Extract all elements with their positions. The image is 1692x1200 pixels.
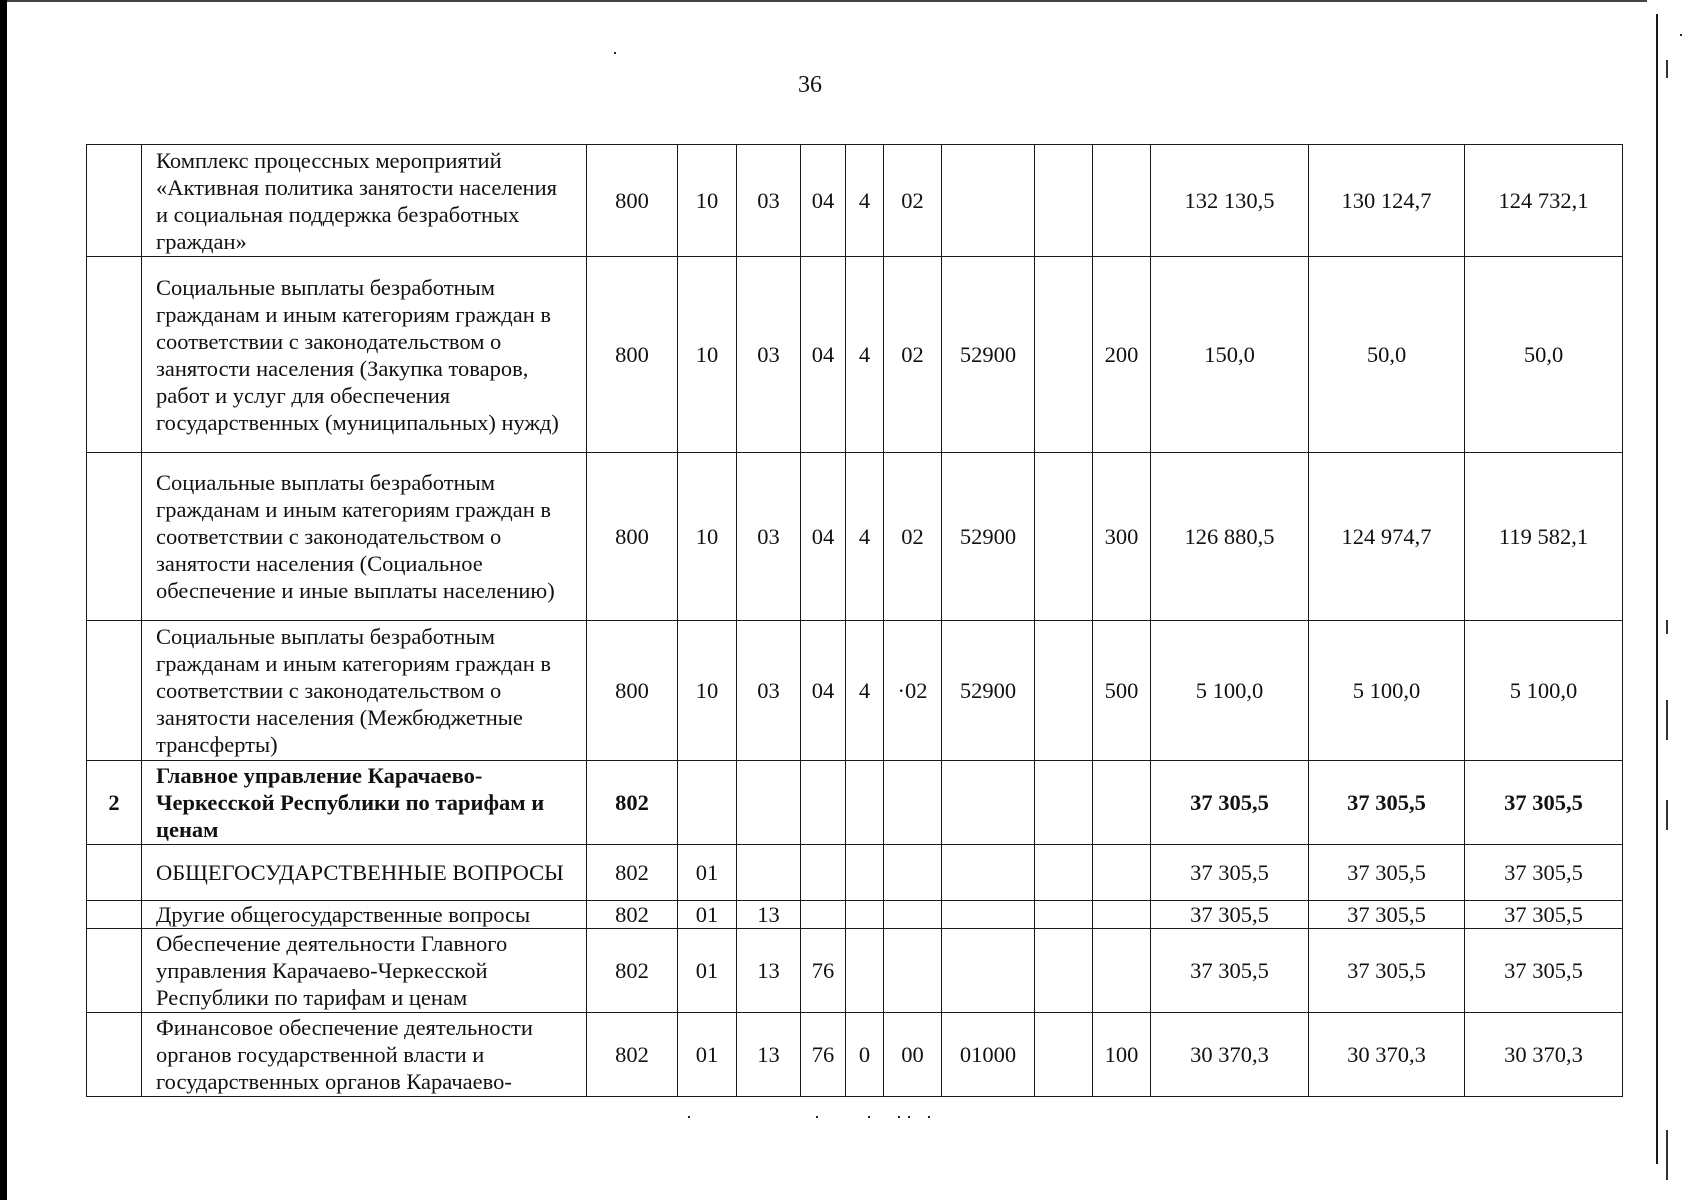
- event-cell: 02: [884, 145, 942, 257]
- item-name-cell: Социальные выплаты безработным гражданам и иным категориям граждан в соответствии с законодательством о занятости населения (Межбюджетные трансферты): [142, 621, 587, 761]
- scan-bottom-dots: [0, 1116, 1692, 1120]
- row-number-cell: [87, 621, 142, 761]
- expense-type-cell: [1093, 929, 1151, 1013]
- row-number-cell: [87, 929, 142, 1013]
- item-name-cell: Социальные выплаты безработным гражданам и иным категориям граждан в соответствии с законодательством о занятости населения (Закупка товаров, работ и услуг для обеспечения государственных (муниципальных) нужд): [142, 257, 587, 453]
- subsection-cell: 03: [737, 621, 801, 761]
- code-cell: 800: [587, 453, 678, 621]
- row-number-cell: [87, 1013, 142, 1097]
- item-name-cell: Финансовое обеспечение деятельности органов государственной власти и государственных органов Карачаево-: [142, 1013, 587, 1097]
- expense-type-cell: 300: [1093, 453, 1151, 621]
- scan-speck: [816, 1116, 818, 1118]
- direction-cell: 52900: [942, 453, 1035, 621]
- section-cell: 01: [678, 929, 737, 1013]
- subsection-cell: 13: [737, 1013, 801, 1097]
- scan-speck: [1680, 34, 1682, 36]
- direction-cell: [942, 145, 1035, 257]
- amount-year1-cell: 37 305,5: [1151, 845, 1309, 901]
- section-cell: 10: [678, 621, 737, 761]
- extra-code-cell: [1035, 621, 1093, 761]
- program-cell: 04: [801, 453, 846, 621]
- amount-year2-cell: 30 370,3: [1309, 1013, 1465, 1097]
- item-name-cell: Главное управление Карачаево-Черкесской Республики по тарифам и ценам: [142, 761, 587, 845]
- table-row: [87, 1013, 1623, 1097]
- scan-speck: [614, 52, 616, 54]
- scan-top-edge: [7, 0, 1647, 2]
- subsection-cell: [737, 761, 801, 845]
- program-cell: 04: [801, 257, 846, 453]
- amount-year1-cell: 37 305,5: [1151, 901, 1309, 929]
- subprogram-cell: 4: [846, 145, 884, 257]
- amount-year2-cell: 37 305,5: [1309, 929, 1465, 1013]
- expense-type-cell: [1093, 901, 1151, 929]
- scan-speck: [898, 1116, 900, 1118]
- section-cell: 01: [678, 845, 737, 901]
- subprogram-cell: 0: [846, 1013, 884, 1097]
- amount-year2-cell: 37 305,5: [1309, 845, 1465, 901]
- table-row: [87, 257, 1623, 453]
- page-number: 36: [798, 72, 822, 98]
- extra-code-cell: [1035, 257, 1093, 453]
- row-number-cell: [87, 901, 142, 929]
- amount-year2-cell: 5 100,0: [1309, 621, 1465, 761]
- scan-right-dash: [1666, 1130, 1668, 1180]
- budget-table-body: [87, 145, 1623, 1097]
- extra-code-cell: [1035, 145, 1093, 257]
- row-number-cell: [87, 257, 142, 453]
- extra-code-cell: [1035, 1013, 1093, 1097]
- amount-year1-cell: 132 130,5: [1151, 145, 1309, 257]
- scan-speck: [928, 1116, 930, 1118]
- direction-cell: 52900: [942, 621, 1035, 761]
- program-cell: [801, 761, 846, 845]
- amount-year3-cell: 50,0: [1465, 257, 1623, 453]
- table-row: [87, 621, 1623, 761]
- item-name-cell: Другие общегосударственные вопросы: [142, 901, 587, 929]
- table-row: [87, 845, 1623, 901]
- item-name-cell: ОБЩЕГОСУДАРСТВЕННЫЕ ВОПРОСЫ: [142, 845, 587, 901]
- scan-speck: [688, 1116, 690, 1118]
- event-cell: [884, 929, 942, 1013]
- scan-right-dash: [1666, 620, 1668, 634]
- program-cell: [801, 901, 846, 929]
- amount-year3-cell: 37 305,5: [1465, 761, 1623, 845]
- event-cell: [884, 845, 942, 901]
- scan-speck: [908, 1116, 910, 1118]
- direction-cell: [942, 845, 1035, 901]
- direction-cell: [942, 901, 1035, 929]
- scan-left-border: [0, 0, 7, 1200]
- subprogram-cell: 4: [846, 453, 884, 621]
- section-cell: [678, 761, 737, 845]
- amount-year1-cell: 30 370,3: [1151, 1013, 1309, 1097]
- subprogram-cell: [846, 901, 884, 929]
- amount-year1-cell: 126 880,5: [1151, 453, 1309, 621]
- program-cell: 04: [801, 145, 846, 257]
- amount-year2-cell: 37 305,5: [1309, 901, 1465, 929]
- subsection-cell: 03: [737, 453, 801, 621]
- amount-year3-cell: 37 305,5: [1465, 901, 1623, 929]
- subprogram-cell: 4: [846, 621, 884, 761]
- subprogram-cell: [846, 929, 884, 1013]
- section-cell: 10: [678, 257, 737, 453]
- extra-code-cell: [1035, 453, 1093, 621]
- code-cell: 802: [587, 929, 678, 1013]
- item-name-cell: Обеспечение деятельности Главного управления Карачаево-Черкесской Республики по тарифам и ценам: [142, 929, 587, 1013]
- table-row: [87, 929, 1623, 1013]
- amount-year1-cell: 150,0: [1151, 257, 1309, 453]
- row-number-cell: [87, 845, 142, 901]
- event-cell: [884, 761, 942, 845]
- section-cell: 01: [678, 901, 737, 929]
- budget-table: [86, 144, 1623, 1097]
- amount-year2-cell: 124 974,7: [1309, 453, 1465, 621]
- event-cell: [884, 901, 942, 929]
- program-cell: 76: [801, 929, 846, 1013]
- amount-year3-cell: 30 370,3: [1465, 1013, 1623, 1097]
- code-cell: 802: [587, 761, 678, 845]
- table-row: [87, 453, 1623, 621]
- scan-right-rule: [1656, 14, 1658, 1164]
- extra-code-cell: [1035, 901, 1093, 929]
- event-cell: ·02: [884, 621, 942, 761]
- event-cell: 02: [884, 453, 942, 621]
- direction-cell: [942, 761, 1035, 845]
- row-number-cell: 2: [87, 761, 142, 845]
- event-cell: 02: [884, 257, 942, 453]
- table-row: [87, 145, 1623, 257]
- subprogram-cell: [846, 761, 884, 845]
- expense-type-cell: 200: [1093, 257, 1151, 453]
- code-cell: 802: [587, 1013, 678, 1097]
- extra-code-cell: [1035, 845, 1093, 901]
- expense-type-cell: [1093, 845, 1151, 901]
- amount-year3-cell: 37 305,5: [1465, 845, 1623, 901]
- expense-type-cell: [1093, 761, 1151, 845]
- code-cell: 800: [587, 145, 678, 257]
- section-cell: 01: [678, 1013, 737, 1097]
- amount-year3-cell: 119 582,1: [1465, 453, 1623, 621]
- subsection-cell: 13: [737, 929, 801, 1013]
- section-cell: 10: [678, 145, 737, 257]
- section-cell: 10: [678, 453, 737, 621]
- event-cell: 00: [884, 1013, 942, 1097]
- amount-year1-cell: 37 305,5: [1151, 761, 1309, 845]
- extra-code-cell: [1035, 929, 1093, 1013]
- amount-year1-cell: 37 305,5: [1151, 929, 1309, 1013]
- extra-code-cell: [1035, 761, 1093, 845]
- table-row: [87, 901, 1623, 929]
- direction-cell: [942, 929, 1035, 1013]
- subprogram-cell: [846, 845, 884, 901]
- scan-right-dash: [1666, 60, 1668, 78]
- code-cell: 802: [587, 901, 678, 929]
- subsection-cell: 03: [737, 145, 801, 257]
- amount-year3-cell: 124 732,1: [1465, 145, 1623, 257]
- code-cell: 800: [587, 621, 678, 761]
- amount-year3-cell: 37 305,5: [1465, 929, 1623, 1013]
- scan-right-dash: [1666, 700, 1668, 740]
- expense-type-cell: 500: [1093, 621, 1151, 761]
- scan-right-dash: [1666, 800, 1668, 830]
- subsection-cell: 13: [737, 901, 801, 929]
- subsection-cell: [737, 845, 801, 901]
- program-cell: 04: [801, 621, 846, 761]
- program-cell: 76: [801, 1013, 846, 1097]
- code-cell: 802: [587, 845, 678, 901]
- expense-type-cell: [1093, 145, 1151, 257]
- subsection-cell: 03: [737, 257, 801, 453]
- program-cell: [801, 845, 846, 901]
- item-name-cell: Социальные выплаты безработным гражданам и иным категориям граждан в соответствии с законодательством о занятости населения (Социальное обеспечение и иные выплаты населению): [142, 453, 587, 621]
- amount-year3-cell: 5 100,0: [1465, 621, 1623, 761]
- amount-year1-cell: 5 100,0: [1151, 621, 1309, 761]
- scan-speck: [868, 1116, 870, 1118]
- expense-type-cell: 100: [1093, 1013, 1151, 1097]
- row-number-cell: [87, 453, 142, 621]
- amount-year2-cell: 130 124,7: [1309, 145, 1465, 257]
- amount-year2-cell: 37 305,5: [1309, 761, 1465, 845]
- code-cell: 800: [587, 257, 678, 453]
- amount-year2-cell: 50,0: [1309, 257, 1465, 453]
- subprogram-cell: 4: [846, 257, 884, 453]
- direction-cell: 52900: [942, 257, 1035, 453]
- row-number-cell: [87, 145, 142, 257]
- direction-cell: 01000: [942, 1013, 1035, 1097]
- item-name-cell: Комплекс процессных мероприятий «Активная политика занятости населения и социальная поддержка безработных граждан»: [142, 145, 587, 257]
- table-row: [87, 761, 1623, 845]
